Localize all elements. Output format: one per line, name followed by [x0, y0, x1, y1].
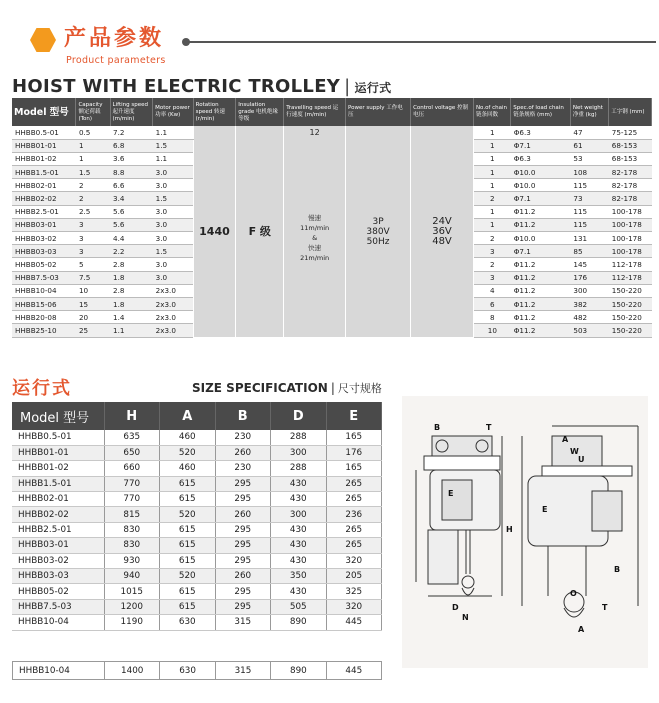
size-cell: 615	[160, 538, 216, 553]
table-row	[12, 126, 652, 139]
size-col-5: E	[326, 402, 382, 430]
label-b: B	[434, 423, 441, 432]
lifting-speed-cell: 1.8	[110, 297, 153, 310]
motor-power-cell: 2x3.0	[153, 311, 194, 324]
label-u: U	[578, 455, 585, 464]
size-cell: 660	[104, 461, 160, 476]
size-cell: 300	[271, 445, 327, 460]
label-t: T	[486, 423, 492, 432]
model-cell: HHBB01-01	[12, 139, 76, 152]
lifting-speed-cell: 7.2	[110, 126, 153, 139]
model-cell: HHBB15-06	[12, 297, 76, 310]
chain-spec-cell: Φ7.1	[511, 245, 571, 258]
size-cell: 770	[104, 492, 160, 507]
col-lifting-speed: Lifting speed 起升速度 (m/min)	[110, 98, 153, 126]
capacity-cell: 1	[76, 152, 110, 165]
motor-power-cell: 2x3.0	[153, 297, 194, 310]
chain-falls-cell: 2	[473, 192, 510, 205]
chain-spec-cell: Φ11.2	[511, 205, 571, 218]
lifting-speed-cell: 5.6	[110, 218, 153, 231]
size-cell: 176	[326, 445, 382, 460]
size-cell: 265	[326, 538, 382, 553]
motor-power-cell: 1.1	[153, 126, 194, 139]
model-cell: HHBB03-01	[12, 218, 76, 231]
chain-falls-cell: 3	[473, 245, 510, 258]
size-cell: HHBB2.5-01	[12, 522, 104, 537]
lifting-speed-cell: 2.8	[110, 284, 153, 297]
label-a-top: A	[562, 435, 569, 444]
table-row	[13, 662, 382, 680]
col-working-range: 工字钢 (mm)	[609, 98, 652, 126]
net-weight-cell: 61	[570, 139, 608, 152]
size-cell: 630	[160, 662, 215, 680]
control-voltage-merged: 24V 36V 48V	[411, 126, 474, 337]
lifting-speed-cell: 8.8	[110, 166, 153, 179]
size-cell: 615	[160, 599, 216, 614]
net-weight-cell: 176	[570, 271, 608, 284]
table-row	[12, 507, 382, 522]
label-e: E	[448, 489, 454, 498]
chain-falls-cell: 4	[473, 284, 510, 297]
net-weight-cell: 115	[570, 179, 608, 192]
capacity-cell: 3	[76, 232, 110, 245]
chain-falls-cell: 1	[473, 166, 510, 179]
hexagon-icon	[30, 28, 56, 52]
chain-spec-cell: Φ11.2	[511, 271, 571, 284]
hoist-drawing	[402, 396, 648, 668]
size-cell: 260	[215, 507, 271, 522]
model-cell: HHBB0.5-01	[12, 126, 76, 139]
lifting-speed-cell: 1.1	[110, 324, 153, 337]
model-cell: HHBB02-02	[12, 192, 76, 205]
working-range-cell: 150-220	[609, 311, 652, 324]
size-cell: 295	[215, 553, 271, 568]
motor-power-cell: 3.0	[153, 232, 194, 245]
size-cell: 165	[326, 430, 382, 445]
net-weight-cell: 145	[570, 258, 608, 271]
size-cell: 830	[104, 538, 160, 553]
motor-power-cell: 3.0	[153, 166, 194, 179]
size-col-1: H	[104, 402, 160, 430]
net-weight-cell: 300	[570, 284, 608, 297]
table-row	[12, 599, 382, 614]
size-cell: 770	[104, 476, 160, 491]
capacity-cell: 7.5	[76, 271, 110, 284]
chain-spec-cell: Φ11.2	[511, 284, 571, 297]
working-range-cell: 150-220	[609, 324, 652, 337]
working-range-cell: 100-178	[609, 205, 652, 218]
size-cell: 615	[160, 492, 216, 507]
col-chain-spec: Spec.of load chain 链条规格 (mm)	[511, 98, 571, 126]
size-cell: 615	[160, 476, 216, 491]
hoist-table-title: HOIST WITH ELECTRIC TROLLEY | 运行式	[12, 76, 392, 97]
chain-spec-cell: Φ6.3	[511, 152, 571, 165]
size-col-4: D	[271, 402, 327, 430]
capacity-cell: 1	[76, 139, 110, 152]
motor-power-cell: 1.5	[153, 139, 194, 152]
size-cell: 295	[215, 492, 271, 507]
working-range-cell: 75-125	[609, 126, 652, 139]
table-row	[12, 430, 382, 445]
section-header	[26, 24, 646, 68]
working-range-cell: 100-178	[609, 232, 652, 245]
chain-falls-cell: 1	[473, 126, 510, 139]
size-cell: 295	[215, 538, 271, 553]
size-cell: HHBB0.5-01	[12, 430, 104, 445]
size-cell: 265	[326, 476, 382, 491]
chain-falls-cell: 1	[473, 179, 510, 192]
size-cell: 1190	[104, 615, 160, 630]
size-spec-table	[12, 402, 382, 631]
size-cell: 615	[160, 522, 216, 537]
net-weight-cell: 115	[570, 205, 608, 218]
col-net-weight: Net weight 净重 (kg)	[570, 98, 608, 126]
lifting-speed-cell: 6.8	[110, 139, 153, 152]
working-range-cell: 82-178	[609, 166, 652, 179]
capacity-cell: 0.5	[76, 126, 110, 139]
chain-spec-cell: Φ10.0	[511, 179, 571, 192]
model-cell: HHBB03-03	[12, 245, 76, 258]
size-section-cn: 运行式	[12, 378, 72, 399]
size-cell: 230	[215, 430, 271, 445]
chain-spec-cell: Φ11.2	[511, 324, 571, 337]
chain-spec-cell: Φ7.1	[511, 139, 571, 152]
size-cell: 445	[326, 662, 381, 680]
model-cell: HHBB20-08	[12, 311, 76, 324]
size-cell: 430	[271, 492, 327, 507]
table-row	[12, 461, 382, 476]
size-cell: 265	[326, 492, 382, 507]
lifting-speed-cell: 3.6	[110, 152, 153, 165]
chain-falls-cell: 3	[473, 271, 510, 284]
lifting-speed-cell: 2.2	[110, 245, 153, 258]
lifting-speed-cell: 5.6	[110, 205, 153, 218]
size-cell: 288	[271, 461, 327, 476]
size-cell: 940	[104, 569, 160, 584]
capacity-cell: 5	[76, 258, 110, 271]
chain-spec-cell: Φ11.2	[511, 258, 571, 271]
chain-spec-cell: Φ7.1	[511, 192, 571, 205]
size-cell: 430	[271, 553, 327, 568]
size-cell: 630	[160, 615, 216, 630]
travel-speed-merged: 慢速 11m/min & 快速 21m/min	[284, 139, 346, 337]
size-cell: 230	[215, 461, 271, 476]
label-w: W	[570, 447, 579, 456]
col-chain-falls: No.of chain 链条回数	[473, 98, 510, 126]
lifting-speed-cell: 2.8	[110, 258, 153, 271]
model-cell: HHBB02-01	[12, 179, 76, 192]
size-cell: 320	[326, 599, 382, 614]
motor-power-cell: 3.0	[153, 179, 194, 192]
label-b-right: B	[614, 565, 621, 574]
size-cell: 830	[104, 522, 160, 537]
power-supply-merged: 3P 380V 50Hz	[346, 126, 411, 337]
table-row	[12, 615, 382, 630]
size-cell: 165	[326, 461, 382, 476]
size-cell: 295	[215, 476, 271, 491]
size-cell: HHBB01-01	[12, 445, 104, 460]
insulation-merged: F 级	[236, 126, 284, 337]
size-cell: 288	[271, 430, 327, 445]
size-cell: HHBB10-04	[12, 615, 104, 630]
size-cell: 325	[326, 584, 382, 599]
model-cell: HHBB10-04	[12, 284, 76, 297]
motor-power-cell: 3.0	[153, 205, 194, 218]
model-cell: HHBB2.5-01	[12, 205, 76, 218]
net-weight-cell: 85	[570, 245, 608, 258]
size-cell: 930	[104, 553, 160, 568]
table-header-row	[12, 402, 382, 430]
travel-speed-top: 12	[284, 126, 346, 139]
size-cell: 1200	[104, 599, 160, 614]
size-cell: HHBB1.5-01	[12, 476, 104, 491]
size-cell: 315	[215, 662, 270, 680]
section-title-en: Product parameters	[66, 55, 166, 66]
capacity-cell: 25	[76, 324, 110, 337]
col-travelling-speed: Travelling speed 运行速度 (m/min)	[284, 98, 346, 126]
chain-spec-cell: Φ11.2	[511, 297, 571, 310]
size-col-0: Model 型号	[12, 402, 104, 430]
net-weight-cell: 482	[570, 311, 608, 324]
size-cell: 236	[326, 507, 382, 522]
chain-falls-cell: 8	[473, 311, 510, 324]
label-d: D	[452, 603, 459, 612]
col-rotation-speed: Rotation speed 转速 (r/min)	[193, 98, 236, 126]
label-n: N	[462, 613, 469, 622]
label-t-right: T	[602, 603, 608, 612]
size-cell: HHBB03-02	[12, 553, 104, 568]
capacity-cell: 2	[76, 192, 110, 205]
col-power-supply: Power supply 工作电压	[346, 98, 411, 126]
size-cell: 260	[215, 569, 271, 584]
motor-power-cell: 3.0	[153, 218, 194, 231]
size-cell: 520	[160, 569, 216, 584]
size-cell: 445	[326, 615, 382, 630]
working-range-cell: 100-178	[609, 245, 652, 258]
chain-falls-cell: 2	[473, 258, 510, 271]
net-weight-cell: 131	[570, 232, 608, 245]
col-motor-power: Motor power 功率 (Kw)	[153, 98, 194, 126]
motor-power-cell: 3.0	[153, 258, 194, 271]
size-cell: 460	[160, 461, 216, 476]
size-cell: 1400	[105, 662, 160, 680]
size-cell: 505	[271, 599, 327, 614]
chain-falls-cell: 10	[473, 324, 510, 337]
size-cell: 350	[271, 569, 327, 584]
size-cell: HHBB03-01	[12, 538, 104, 553]
size-cell: HHBB02-02	[12, 507, 104, 522]
model-cell: HHBB25-10	[12, 324, 76, 337]
capacity-cell: 10	[76, 284, 110, 297]
working-range-cell: 100-178	[609, 218, 652, 231]
size-cell: 615	[160, 553, 216, 568]
net-weight-cell: 47	[570, 126, 608, 139]
table-row	[12, 492, 382, 507]
label-e-right: E	[542, 505, 548, 514]
chain-spec-cell: Φ6.3	[511, 126, 571, 139]
size-cell: 1015	[104, 584, 160, 599]
size-cell: HHBB7.5-03	[12, 599, 104, 614]
size-cell: 265	[326, 522, 382, 537]
size-cell: 430	[271, 522, 327, 537]
motor-power-cell: 1.5	[153, 192, 194, 205]
chain-falls-cell: 1	[473, 205, 510, 218]
size-cell: 295	[215, 584, 271, 599]
chain-falls-cell: 6	[473, 297, 510, 310]
label-a-bottom: A	[578, 625, 585, 634]
chain-spec-cell: Φ11.2	[511, 218, 571, 231]
working-range-cell: 82-178	[609, 192, 652, 205]
working-range-cell: 68-153	[609, 139, 652, 152]
size-cell: 315	[215, 615, 271, 630]
net-weight-cell: 115	[570, 218, 608, 231]
size-cell: 430	[271, 476, 327, 491]
label-h: H	[506, 525, 513, 534]
col-model: Model 型号	[12, 98, 76, 126]
lifting-speed-cell: 1.8	[110, 271, 153, 284]
col-insulation: Insulation grade 电机绝缘等级	[236, 98, 284, 126]
table-row	[12, 445, 382, 460]
size-col-3: B	[215, 402, 271, 430]
net-weight-cell: 108	[570, 166, 608, 179]
capacity-cell: 2	[76, 179, 110, 192]
capacity-cell: 3	[76, 218, 110, 231]
table-row	[12, 584, 382, 599]
size-cell: HHBB05-02	[12, 584, 104, 599]
size-cell: 320	[326, 553, 382, 568]
size-extra-table	[12, 661, 382, 680]
lifting-speed-cell: 1.4	[110, 311, 153, 324]
model-cell: HHBB01-02	[12, 152, 76, 165]
size-cell: 635	[104, 430, 160, 445]
model-cell: HHBB1.5-01	[12, 166, 76, 179]
chain-falls-cell: 2	[473, 232, 510, 245]
size-cell: HHBB02-01	[12, 492, 104, 507]
working-range-cell: 112-178	[609, 258, 652, 271]
size-cell: 260	[215, 445, 271, 460]
size-cell: 615	[160, 584, 216, 599]
table-row	[12, 569, 382, 584]
table-row	[12, 139, 652, 152]
size-cell: 205	[326, 569, 382, 584]
size-cell: HHBB03-03	[12, 569, 104, 584]
working-range-cell: 150-220	[609, 284, 652, 297]
capacity-cell: 1.5	[76, 166, 110, 179]
rotation-speed-merged: 1440	[193, 126, 236, 337]
model-cell: HHBB03-02	[12, 232, 76, 245]
capacity-cell: 2.5	[76, 205, 110, 218]
capacity-cell: 15	[76, 297, 110, 310]
size-cell: 890	[271, 662, 326, 680]
lifting-speed-cell: 4.4	[110, 232, 153, 245]
motor-power-cell: 3.0	[153, 271, 194, 284]
capacity-cell: 20	[76, 311, 110, 324]
motor-power-cell: 2x3.0	[153, 284, 194, 297]
working-range-cell: 68-153	[609, 152, 652, 165]
net-weight-cell: 73	[570, 192, 608, 205]
label-o: O	[570, 589, 577, 598]
divider-line	[186, 41, 656, 43]
size-cell: 430	[271, 584, 327, 599]
size-cell: HHBB10-04	[13, 662, 105, 680]
chain-falls-cell: 1	[473, 218, 510, 231]
chain-spec-cell: Φ10.0	[511, 166, 571, 179]
size-cell: 300	[271, 507, 327, 522]
size-cell: 430	[271, 538, 327, 553]
hoist-dimension-diagram	[402, 396, 648, 668]
chain-spec-cell: Φ10.0	[511, 232, 571, 245]
motor-power-cell: 1.5	[153, 245, 194, 258]
net-weight-cell: 503	[570, 324, 608, 337]
model-cell: HHBB05-02	[12, 258, 76, 271]
model-cell: HHBB7.5-03	[12, 271, 76, 284]
working-range-cell: 112-178	[609, 271, 652, 284]
size-cell: 295	[215, 522, 271, 537]
working-range-cell: 150-220	[609, 297, 652, 310]
lifting-speed-cell: 6.6	[110, 179, 153, 192]
size-cell: HHBB01-02	[12, 461, 104, 476]
size-cell: 890	[271, 615, 327, 630]
motor-power-cell: 1.1	[153, 152, 194, 165]
working-range-cell: 82-178	[609, 179, 652, 192]
table-row	[12, 538, 382, 553]
size-cell: 520	[160, 507, 216, 522]
section-title-cn: 产品参数	[64, 26, 165, 51]
table-row	[12, 553, 382, 568]
chain-falls-cell: 1	[473, 152, 510, 165]
table-row	[12, 476, 382, 491]
size-table-title: SIZE SPECIFICATION | 尺寸规格	[192, 381, 382, 395]
size-cell: 815	[104, 507, 160, 522]
size-cell: 650	[104, 445, 160, 460]
size-cell: 520	[160, 445, 216, 460]
chain-falls-cell: 1	[473, 139, 510, 152]
size-col-2: A	[160, 402, 216, 430]
capacity-cell: 3	[76, 245, 110, 258]
size-cell: 295	[215, 599, 271, 614]
lifting-speed-cell: 3.4	[110, 192, 153, 205]
net-weight-cell: 382	[570, 297, 608, 310]
size-cell: 460	[160, 430, 216, 445]
col-capacity: Capacity 额定荷载 (Ton)	[76, 98, 110, 126]
table-row	[12, 522, 382, 537]
table-header-row	[12, 98, 652, 126]
net-weight-cell: 53	[570, 152, 608, 165]
col-control-voltage: Control voltage 控制电压	[411, 98, 474, 126]
chain-spec-cell: Φ11.2	[511, 311, 571, 324]
hoist-spec-table	[12, 98, 652, 338]
motor-power-cell: 2x3.0	[153, 324, 194, 337]
